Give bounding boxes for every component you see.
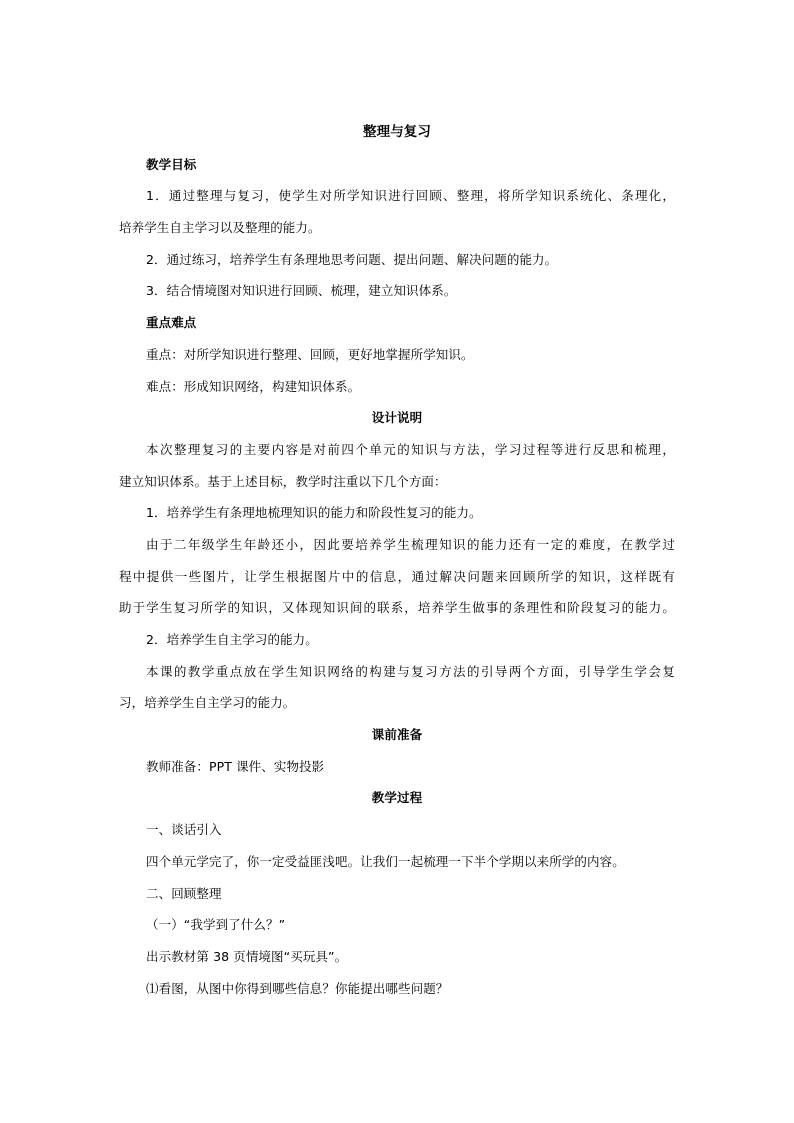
design-item-1: 1．培养学生有条理地梳理知识的能力和阶段性复习的能力。: [146, 505, 482, 521]
step-2-subheading: （一）“我学到了什么？”: [146, 917, 286, 933]
step-2-heading: 二、回顾整理: [146, 885, 222, 901]
step-1-heading: 一、谈话引入: [146, 822, 222, 838]
preparation-heading: 课前准备: [371, 727, 423, 743]
design-item-2: 2．培养学生自主学习的能力。: [146, 632, 318, 647]
design-paragraph-2-line-1: 由于二年级学生年龄还小，因此要培养学生梳理知识的能力还有一定的难度，在教学过: [146, 536, 675, 552]
design-heading: 设计说明: [371, 410, 423, 426]
design-paragraph-3-line-1: 本课的教学重点放在学生知识网络的构建与复习方法的引导两个方面，引导学生学会复: [146, 663, 675, 679]
goal-2: 2．通过练习，培养学生有条理地思考问题、提出问题、解决问题的能力。: [146, 251, 558, 267]
process-heading: 教学过程: [371, 790, 423, 806]
step-1-text: 四个单元学完了，你一定受益匪浅吧。让我们一起梳理一下半个学期以来所学的内容。: [146, 853, 625, 869]
step-2-question-1: ⑴看图，从图中你得到哪些信息？你能提出哪些问题？: [146, 980, 449, 996]
difficult-point: 难点：形成知识网络，构建知识体系。: [146, 378, 361, 394]
design-paragraph-3-line-2: 习，培养学生自主学习的能力。: [119, 695, 296, 711]
design-paragraph-2-line-2: 程中提供一些图片，让学生根据图片中的信息，通过解决问题来回顾所学的知识，这样既有: [119, 568, 675, 584]
goal-1-line-1: 1．通过整理与复习，使学生对所学知识进行回顾、整理，将所学知识系统化、条理化，: [146, 188, 675, 204]
document-title: 整理与复习: [363, 124, 431, 140]
teacher-preparation: 教师准备：PPT 课件、实物投影: [146, 758, 325, 774]
design-paragraph-1-line-2: 建立知识体系。基于上述目标，教学时注重以下几个方面：: [119, 473, 447, 489]
step-2-text: 出示教材第 38 页情境图“买玩具”。: [146, 948, 348, 964]
goal-3: 3．结合情境图对知识进行回顾、梳理，建立知识体系。: [146, 283, 457, 299]
goals-heading: 教学目标: [146, 156, 197, 172]
design-paragraph-1-line-1: 本次整理复习的主要内容是对前四个单元的知识与方法，学习过程等进行反思和梳理，: [146, 441, 675, 457]
design-paragraph-2-line-3: 助于学生复习所学的知识，又体现知识间的联系，培养学生做事的条理性和阶段复习的能力。: [119, 600, 675, 616]
goal-1-line-2: 培养学生自主学习以及整理的能力。: [119, 220, 321, 236]
key-point: 重点：对所学知识进行整理、回顾，更好地掌握所学知识。: [146, 346, 474, 362]
document-body: [119, 117, 675, 1004]
key-points-heading: 重点难点: [146, 315, 197, 331]
